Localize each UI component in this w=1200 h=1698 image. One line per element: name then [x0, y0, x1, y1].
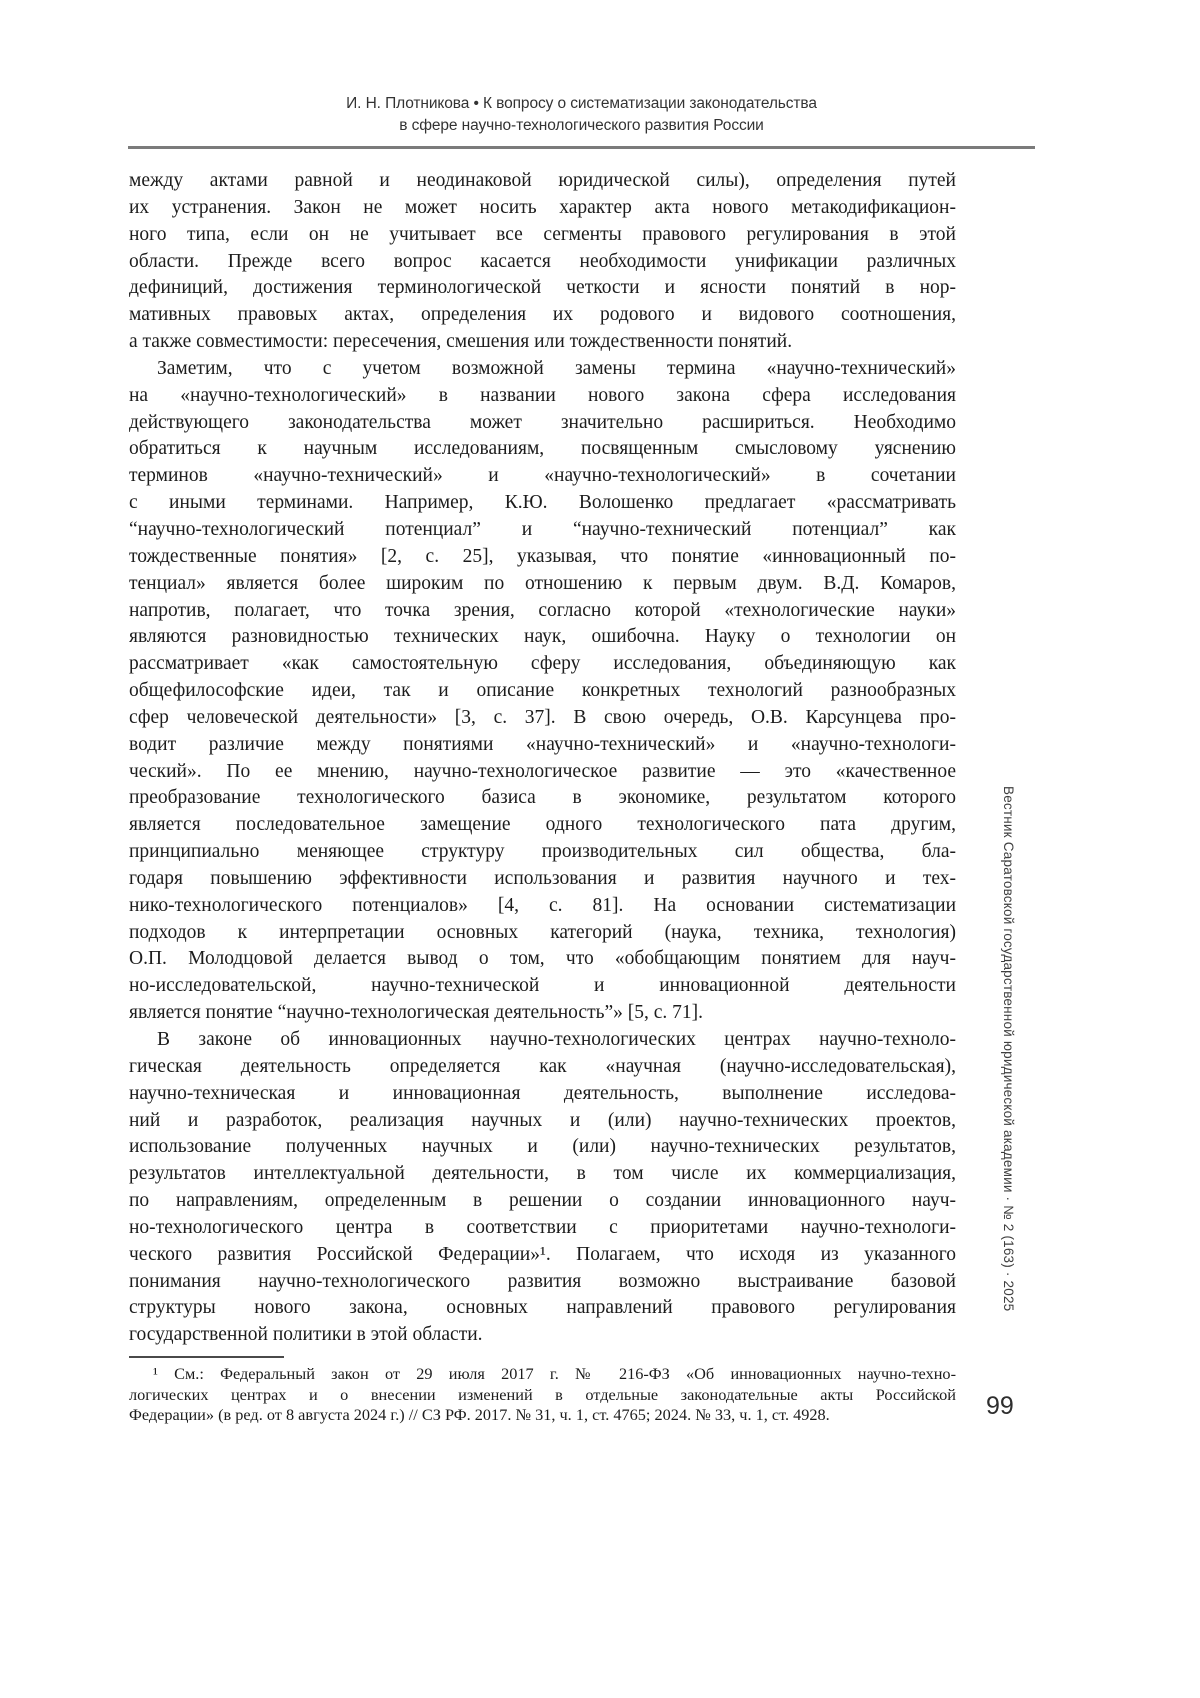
- footnote-separator: [129, 1356, 284, 1358]
- text-line: терминов «научно-технический» и «научно-технологический» в сочетании: [129, 465, 956, 487]
- text-line: с иными терминами. Например, К.Ю. Волошенко предлагает «рассматривать: [129, 492, 956, 514]
- text-line: действующего законодательства может значительно расшириться. Необходимо: [129, 411, 956, 433]
- running-head: [128, 93, 1035, 137]
- text-line: является понятие “научно-технологическая деятельность”» [5, с. 71].: [129, 1002, 704, 1024]
- text-line: по направлениям, определенным в решении о создании инновационного науч-: [129, 1190, 956, 1212]
- text-line: нико-технологического потенциалов» [4, с. 81]. На основании систематизации: [129, 894, 956, 916]
- text-line: ческого развития Российской Федерации»¹. Полагаем, что исходя из указанного: [129, 1243, 956, 1265]
- text-line: преобразование технологического базиса в экономике, результатом которого: [129, 787, 956, 809]
- text-line: “научно-технологический потенциал” и “научно-технический потенциал” как: [129, 518, 956, 540]
- page-number: 99: [986, 1392, 1014, 1420]
- text-line: являются разновидностью технических наук, ошибочна. Науку о технологии он: [129, 626, 956, 648]
- journal-sidebar-title: Вестник Саратовской государственной юридической академии · № 2 (163) · 2025: [1001, 786, 1016, 1312]
- footnote: [129, 1364, 956, 1426]
- text-line: дефиниций, достижения терминологической четкости и ясности понятий в нор-: [129, 277, 956, 299]
- text-line: напротив, полагает, что точка зрения, согласно которой «технологические науки»: [129, 599, 956, 621]
- text-line: тождественные понятия» [2, с. 25], указывая, что понятие «инновационный по-: [129, 545, 956, 567]
- text-line: общефилософские идеи, так и описание конкретных технологий разнообразных: [129, 680, 956, 702]
- text-line: подходов к интерпретации основных категорий (наука, техника, технология): [129, 921, 956, 943]
- text-line: водит различие между понятиями «научно-технический» и «научно-технологи-: [129, 733, 956, 755]
- text-line: их устранения. Закон не может носить характер акта нового метакодификацион-: [129, 196, 956, 218]
- text-line: является последовательное замещение одного технологического пата другим,: [129, 814, 956, 836]
- header-rule: [128, 146, 1035, 149]
- text-line: принципиально меняющее структуру производительных сил общества, бла-: [129, 841, 956, 863]
- text-line: на «научно-технологический» в названии нового закона сфера исследования: [129, 384, 956, 406]
- text-line: ческий». По ее мнению, научно-технологическое развитие — это «качественное: [129, 760, 956, 782]
- text-line: области. Прежде всего вопрос касается необходимости унификации различных: [129, 250, 956, 272]
- text-line: обратиться к научным исследованиям, посвященным смысловому уяснению: [129, 438, 956, 460]
- text-line: мативных правовых актах, определения их родового и видового соотношения,: [129, 304, 956, 326]
- text-line: понимания научно-технологического развития возможно выстраивание базовой: [129, 1270, 956, 1292]
- text-line: годаря повышению эффективности использования и развития научного и тех-: [129, 867, 956, 889]
- text-line: но-технологического центра в соответствии с приоритетами научно-технологи-: [129, 1216, 956, 1238]
- text-line: ¹ См.: Федеральный закон от 29 июля 2017 г. № 216-ФЗ «Об инновационных научно-техно-: [153, 1364, 956, 1383]
- text-line: между актами равной и неодинаковой юридической силы), определения путей: [129, 170, 956, 191]
- paragraph-3: [129, 1027, 956, 1349]
- text-line: рассматривает «как самостоятельную сферу исследования, объединяющую как: [129, 653, 956, 675]
- running-head-line-2: в сфере научно-технологического развития России: [399, 117, 764, 134]
- text-line: логических центрах и о внесении изменений в отдельные законодательные акты Российской: [129, 1384, 956, 1404]
- text-line: В законе об инновационных научно-технологических центрах научно-техноло-: [157, 1029, 956, 1050]
- running-head-line-1: И. Н. Плотникова • К вопросу о систематизации законодательства: [346, 95, 817, 112]
- article-body: [129, 168, 956, 1349]
- text-line: сфер человеческой деятельности» [3, с. 37]. В свою очередь, О.В. Карсунцева про-: [129, 706, 956, 728]
- paragraph-2: [129, 356, 956, 1027]
- text-line: ного типа, если он не учитывает все сегменты правового регулирования в этой: [129, 223, 956, 245]
- text-line: гическая деятельность определяется как «научная (научно-исследовательская),: [129, 1055, 956, 1077]
- text-line: использование полученных научных и (или) научно-технических результатов,: [129, 1136, 956, 1158]
- text-line: Федерации» (в ред. от 8 августа 2024 г.) // СЗ РФ. 2017. № 31, ч. 1, ст. 4765; 2024. № 33, ч. 1, ст. 4928.: [129, 1405, 830, 1425]
- text-line: но-исследовательской, научно-технической и инновационной деятельности: [129, 975, 956, 997]
- paragraph-1: [129, 168, 956, 356]
- text-line: научно-техническая и инновационная деятельность, выполнение исследова-: [129, 1082, 956, 1104]
- text-line: результатов интеллектуальной деятельности, в том числе их коммерциализация,: [129, 1163, 956, 1185]
- text-line: ний и разработок, реализация научных и (или) научно-технических проектов,: [129, 1109, 956, 1131]
- text-line: структуры нового закона, основных направлений правового регулирования: [129, 1297, 956, 1319]
- text-line: Заметим, что с учетом возможной замены термина «научно-технический»: [157, 357, 956, 379]
- text-line: тенциал» является более широким по отношению к первым двум. В.Д. Комаров,: [129, 572, 956, 594]
- text-line: а также совместимости: пересечения, смешения или тождественности понятий.: [129, 331, 793, 353]
- text-line: государственной политики в этой области.: [129, 1324, 483, 1346]
- text-line: О.П. Молодцовой делается вывод о том, что «обобщающим понятием для науч-: [129, 948, 956, 970]
